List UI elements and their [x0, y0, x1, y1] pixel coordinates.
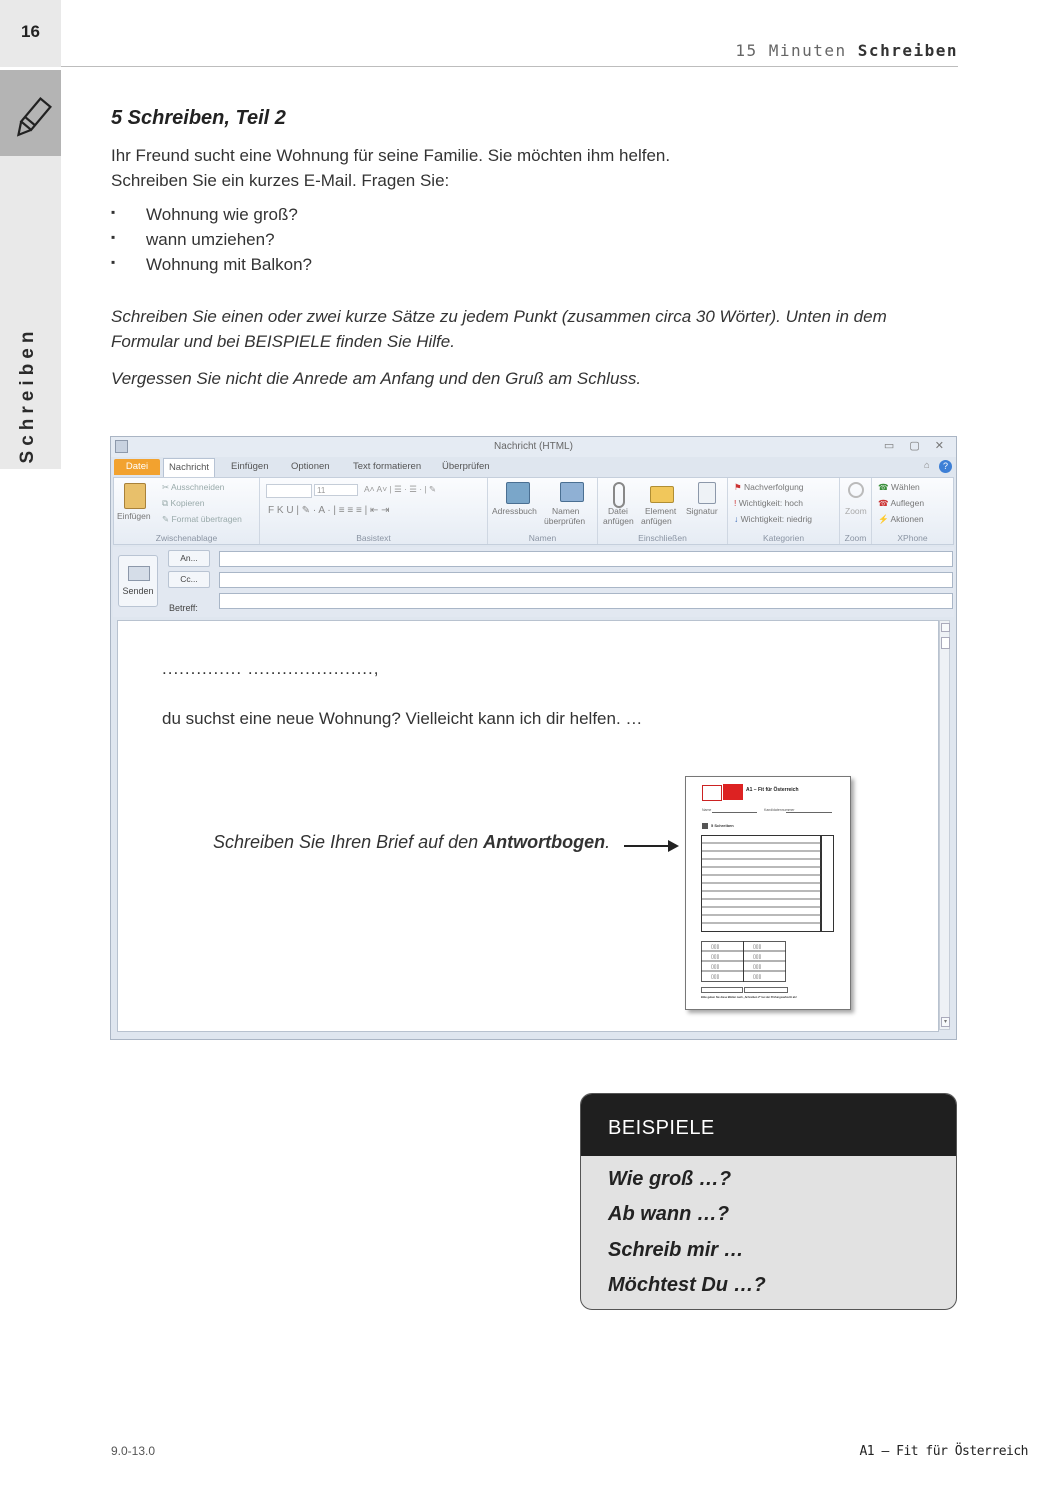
pencil-icon-box — [0, 70, 61, 156]
sheet-lines — [701, 835, 836, 985]
example-item: Möchtest Du …? — [608, 1274, 766, 1296]
attach-file-line-1[interactable]: Datei — [608, 506, 628, 516]
ribbon — [113, 477, 954, 545]
scroll-thumb[interactable] — [941, 637, 950, 649]
group-tags — [728, 478, 840, 544]
list-item: ▪ Wohnung wie groß? — [111, 205, 312, 230]
svg-text:▯▯▯: ▯▯▯ — [711, 954, 720, 960]
flag-icon: ⚑ — [734, 482, 742, 492]
sheet-number-label: Kandidatennummer — [764, 808, 795, 812]
logo-badge — [723, 784, 743, 800]
exclamation-icon: ! — [734, 498, 737, 508]
paperclip-icon — [613, 482, 625, 508]
group-zoom — [840, 478, 872, 544]
group-basic-text — [260, 478, 488, 544]
compose-header — [113, 547, 954, 617]
instruction-prefix: Schreiben Sie Ihren Brief auf den — [213, 832, 484, 852]
font-grow-icons[interactable]: A˄ A˅ | ☰ · ☰ · | ✎ — [364, 484, 437, 494]
address-book-icon — [506, 482, 530, 504]
group-label: Namen — [528, 533, 557, 543]
send-label: Senden — [122, 586, 154, 596]
copy-label: Kopieren — [170, 498, 205, 508]
section-label: Schreiben — [17, 326, 38, 464]
tab-einfuegen[interactable]: Einfügen — [231, 461, 269, 472]
example-item: Schreib mir … — [608, 1239, 744, 1261]
attach-item-line-2[interactable]: anfügen — [641, 516, 672, 526]
name-line — [712, 812, 757, 813]
copy-button[interactable]: ⧉ Kopieren — [162, 498, 205, 508]
footer-code: 9.0-13.0 — [111, 1444, 156, 1458]
dial-label: Wählen — [890, 482, 920, 492]
signature-button[interactable]: Signatur — [686, 506, 718, 516]
follow-up-label: Nachverfolgung — [744, 482, 804, 492]
to-field[interactable] — [219, 551, 953, 567]
format-painter-label: Format übertragen — [171, 514, 242, 524]
actions-label: Aktionen — [890, 514, 924, 524]
tab-text-formatieren[interactable]: Text formatieren — [353, 461, 422, 472]
paste-icon — [124, 483, 146, 509]
salutation-dots: .............. ......................, — [162, 659, 380, 678]
examples-header — [581, 1094, 957, 1156]
group-xphone — [872, 478, 953, 544]
lightning-icon: ⚡ — [878, 514, 889, 524]
footer-book-title: A1 – Fit für Österreich — [859, 1444, 1028, 1459]
intro-line-2: Schreiben Sie ein kurzes E-Mail. Fragen Sie: — [111, 171, 450, 190]
dial-button[interactable] — [878, 482, 920, 493]
send-button[interactable] — [118, 555, 158, 607]
group-clipboard — [114, 478, 260, 544]
high-importance-button[interactable] — [734, 498, 803, 508]
instruction-line-1: Schreiben Sie einen oder zwei kurze Sätze zu jedem Punkt (zusammen circa 30 Wörter). Unten in dem — [111, 307, 887, 326]
page-number: 16 — [21, 22, 40, 41]
to-button[interactable]: An... — [168, 550, 210, 567]
high-importance-label: Wichtigkeit: hoch — [738, 498, 803, 508]
paste-button[interactable]: Einfügen — [117, 511, 151, 521]
answer-sheet-thumbnail — [685, 776, 851, 1010]
question-list — [111, 205, 312, 280]
follow-up-button[interactable] — [734, 482, 804, 493]
tab-optionen[interactable]: Optionen — [291, 461, 330, 472]
cut-label: Ausschneiden — [171, 482, 225, 492]
hangup-icon: ☎ — [878, 498, 889, 508]
phone-icon: ☎ — [878, 482, 889, 492]
address-book-button[interactable]: Adressbuch — [492, 506, 537, 516]
hangup-label: Auflegen — [890, 498, 925, 508]
attach-file-line-2[interactable]: anfügen — [603, 516, 634, 526]
attach-item-line-1[interactable]: Element — [645, 506, 677, 516]
sheet-title: A1 – Fit für Österreich — [746, 787, 799, 793]
intro-line-1: Ihr Freund sucht eine Wohnung für seine Familie. Sie möchten ihm helfen. — [111, 146, 671, 165]
envelope-icon — [128, 566, 150, 581]
email-window — [110, 436, 957, 1040]
svg-text:▯▯▯: ▯▯▯ — [753, 944, 762, 950]
subject-label: Betreff: — [169, 603, 198, 613]
instruction-line-2: Formular und bei BEISPIELE finden Sie Hilfe. — [111, 332, 455, 351]
font-size-select[interactable]: 11 — [314, 484, 358, 496]
font-name-select[interactable] — [266, 484, 312, 498]
cut-button[interactable]: ✂ Ausschneiden — [162, 482, 225, 492]
sheet-section-label: 5 Schreiben — [711, 823, 734, 828]
svg-text:▯▯▯: ▯▯▯ — [753, 964, 762, 970]
header-bold: Schreiben — [857, 41, 958, 60]
tab-ueberpruefen[interactable]: Überprüfen — [442, 461, 490, 472]
minimize-ribbon-icon[interactable]: ⌂ — [924, 460, 930, 471]
down-arrow-icon: ↓ — [734, 514, 739, 524]
instruction-suffix: . — [605, 832, 611, 852]
window-titlebar — [111, 437, 956, 457]
sheet-name-label: Name — [702, 808, 712, 812]
cc-button[interactable]: Cc... — [168, 571, 210, 588]
logo-icon — [702, 785, 722, 801]
header-light: 15 Minuten — [735, 41, 847, 60]
tab-datei[interactable]: Datei — [114, 459, 160, 475]
help-icon[interactable]: ? — [939, 460, 952, 473]
number-line — [786, 812, 832, 813]
svg-text:▯▯▯: ▯▯▯ — [711, 964, 720, 970]
group-names — [488, 478, 598, 544]
sheet-footer-note: Bitte geben Sie diese Blätter nach „Schreiben 2“ bei der Prüfungsaufsicht ab! — [701, 996, 797, 999]
svg-text:▯▯▯: ▯▯▯ — [753, 954, 762, 960]
format-painter-button[interactable]: ✎ Format übertragen — [162, 514, 242, 524]
group-label: Zwischenablage — [155, 533, 218, 543]
example-item: Ab wann …? — [608, 1203, 730, 1225]
task-heading: 5 Schreiben, Teil 2 — [111, 107, 286, 129]
attach-item-icon — [650, 486, 674, 503]
pencil-icon — [0, 70, 61, 156]
group-label: Einschließen — [638, 533, 687, 543]
message-body[interactable] — [117, 620, 939, 1032]
list-item: ▪ wann umziehen? — [111, 230, 312, 255]
ribbon-tabs — [111, 457, 956, 477]
cc-field[interactable] — [219, 572, 953, 588]
example-item: Wie groß …? — [608, 1168, 732, 1190]
hangup-button[interactable] — [878, 498, 924, 509]
low-importance-label: Wichtigkeit: niedrig — [740, 514, 812, 524]
check-names-icon — [560, 482, 584, 502]
zoom-button[interactable]: Zoom — [845, 506, 867, 516]
page-header — [735, 41, 958, 60]
svg-text:▯▯▯: ▯▯▯ — [711, 974, 720, 980]
list-item: ▪ Wohnung mit Balkon? — [111, 255, 312, 280]
sheet-box — [744, 987, 788, 993]
header-rule — [61, 66, 958, 67]
svg-text:▯▯▯: ▯▯▯ — [711, 944, 720, 950]
tab-nachricht[interactable]: Nachricht — [163, 458, 215, 477]
examples-title: BEISPIELE — [608, 1117, 715, 1139]
scroll-down-button[interactable]: ▾ — [941, 1017, 950, 1027]
sheet-box — [701, 987, 743, 993]
examples-box — [580, 1093, 957, 1310]
signature-icon — [698, 482, 716, 504]
answer-sheet-instruction — [213, 832, 610, 853]
reminder: Vergessen Sie nicht die Anrede am Anfang und den Gruß am Schluss. — [111, 369, 642, 388]
body-text: du suchst eine neue Wohnung? Vielleicht kann ich dir helfen. … — [162, 709, 643, 728]
group-label: Zoom — [844, 533, 867, 543]
group-label: XPhone — [897, 533, 928, 543]
arrow-right-icon — [668, 840, 679, 852]
svg-text:▯▯▯: ▯▯▯ — [753, 974, 762, 980]
check-names-line-1[interactable]: Namen — [552, 506, 580, 516]
group-label: Kategorien — [762, 533, 805, 543]
format-icons[interactable]: F K U | ✎ · A · | ≡ ≡ ≡ | ⇤ ⇥ — [268, 505, 390, 516]
scroll-up-button[interactable] — [941, 623, 950, 632]
subject-field[interactable] — [219, 593, 953, 609]
group-include — [598, 478, 728, 544]
check-names-line-2[interactable]: überprüfen — [544, 516, 586, 526]
scrollbar[interactable] — [939, 620, 950, 1030]
window-controls[interactable]: ▭ ▢ ✕ — [883, 440, 950, 452]
instruction-bold: Antwortbogen — [483, 832, 606, 852]
pencil-mini-icon — [702, 823, 708, 829]
actions-button[interactable] — [878, 514, 924, 525]
window-title: Nachricht (HTML) — [494, 441, 573, 452]
low-importance-button[interactable] — [734, 514, 812, 524]
zoom-icon — [848, 482, 864, 498]
group-label: Basistext — [356, 533, 391, 543]
